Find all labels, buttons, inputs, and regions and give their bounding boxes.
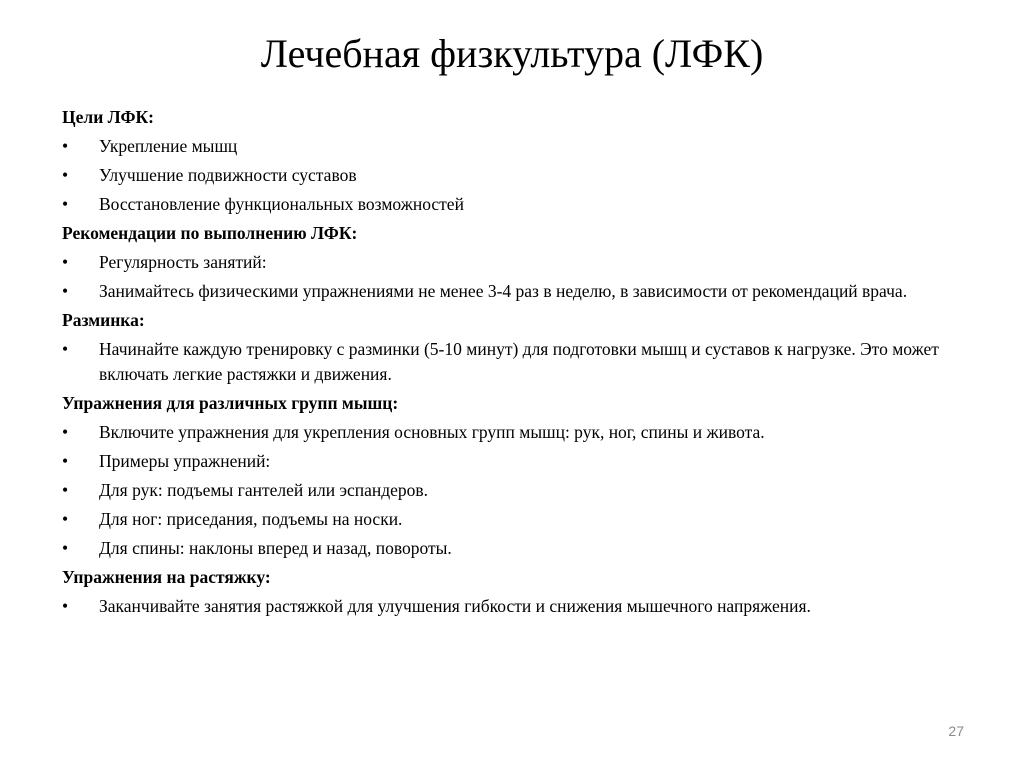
slide-title: Лечебная физкультура (ЛФК) <box>260 31 764 76</box>
list-item-text: Начинайте каждую тренировку с разминки (5-10 минут) для подготовки мышц и суставов к нагрузке. Это может включать легкие растяжки и движения. <box>99 339 939 384</box>
bullet-icon: • <box>62 194 69 214</box>
list-item <box>62 337 982 387</box>
bullet-icon: • <box>62 339 69 359</box>
list-item <box>62 507 982 532</box>
list-item <box>62 449 982 474</box>
bullet-icon: • <box>62 136 69 156</box>
list-item <box>62 594 982 619</box>
section-heading: Упражнения на растяжку: <box>62 567 271 587</box>
bullet-icon: • <box>62 422 69 442</box>
list-item-text: Для ног: приседания, подъемы на носки. <box>99 509 403 529</box>
bullet-icon: • <box>62 538 69 558</box>
list-item <box>62 250 982 275</box>
page-number: 27 <box>948 723 964 739</box>
list-item-text: Улучшение подвижности суставов <box>99 165 357 185</box>
list-item-text: Заканчивайте занятия растяжкой для улучшения гибкости и снижения мышечного напряжения. <box>99 596 811 616</box>
list-item <box>62 279 982 304</box>
list-item-text: Включите упражнения для укрепления основных групп мышц: рук, ног, спины и живота. <box>99 422 765 442</box>
bullet-icon: • <box>62 281 69 301</box>
list-item <box>62 420 982 445</box>
list-item-text: Регулярность занятий: <box>99 252 267 272</box>
section-heading: Упражнения для различных групп мышц: <box>62 393 399 413</box>
bullet-icon: • <box>62 509 69 529</box>
list-item-text: Укрепление мышц <box>99 136 238 156</box>
bullet-icon: • <box>62 596 69 616</box>
bullet-icon: • <box>62 252 69 272</box>
bullet-icon: • <box>62 480 69 500</box>
section-heading: Цели ЛФК: <box>62 107 155 127</box>
list-item <box>62 192 982 217</box>
bullet-icon: • <box>62 165 69 185</box>
list-item-text: Занимайтесь физическими упражнениями не менее 3-4 раз в неделю, в зависимости от рекомендаций врача. <box>99 281 908 301</box>
list-item-text: Восстановление функциональных возможностей <box>99 194 464 214</box>
list-item <box>62 478 982 503</box>
section-heading: Разминка: <box>62 310 145 330</box>
list-item <box>62 536 982 561</box>
list-item-text: Примеры упражнений: <box>99 451 271 471</box>
list-item <box>62 163 982 188</box>
slide-content <box>62 105 982 623</box>
list-item <box>62 134 982 159</box>
bullet-icon: • <box>62 451 69 471</box>
list-item-text: Для рук: подъемы гантелей или эспандеров. <box>99 480 429 500</box>
list-item-text: Для спины: наклоны вперед и назад, повороты. <box>99 538 452 558</box>
section-heading: Рекомендации по выполнению ЛФК: <box>62 223 358 243</box>
